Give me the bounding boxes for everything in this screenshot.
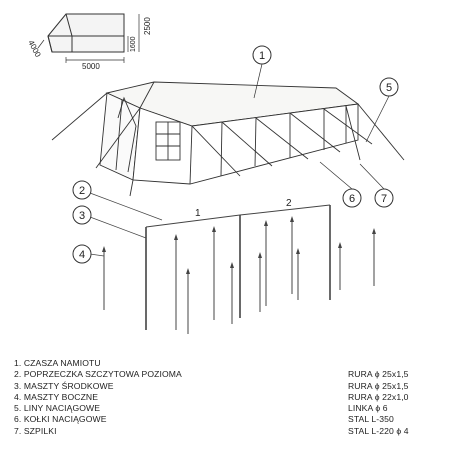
frame-label-1: 1 xyxy=(195,208,201,219)
dimension-width: 4000 xyxy=(26,38,43,59)
dimension-box-sketch xyxy=(38,14,139,63)
legend-spec: RURA ϕ 22x1,0 xyxy=(348,391,409,402)
legend-row xyxy=(14,369,440,380)
legend-row xyxy=(14,381,440,392)
legend-label: 6. KOŁKI NACIĄGOWE xyxy=(14,414,107,425)
legend-spec: STAL L-220 ϕ 4 xyxy=(348,425,409,436)
legend-spec: LINKA ϕ 6 xyxy=(348,403,388,414)
dimension-height-total: 2500 xyxy=(143,17,152,35)
legend-row xyxy=(14,403,440,414)
legend-spec: RURA ϕ 25x1,5 xyxy=(348,369,409,380)
legend-label: 5. LINY NACIĄGOWE xyxy=(14,403,101,414)
callout-7: 7 xyxy=(380,193,388,205)
dimension-length: 5000 xyxy=(82,62,100,71)
parts-legend xyxy=(14,358,440,437)
legend-label: 2. POPRZECZKA SZCZYTOWA POZIOMA xyxy=(14,369,182,380)
frame-mast-tops xyxy=(102,216,376,274)
legend-spec xyxy=(348,358,440,369)
legend-row xyxy=(14,426,440,437)
legend-label: 1. CZASZA NAMIOTU xyxy=(14,358,101,368)
legend-label: 7. SZPILKI xyxy=(14,425,57,436)
legend-spec: RURA ϕ 25x1,5 xyxy=(348,380,409,391)
callout-1: 1 xyxy=(258,50,266,62)
legend-label: 3. MASZTY ŚRODKOWE xyxy=(14,380,114,391)
dimension-height-side: 1600 xyxy=(130,36,137,52)
legend-row xyxy=(14,392,440,403)
legend-label: 4. MASZTY BOCZNE xyxy=(14,391,99,402)
legend-spec: STAL L-350 xyxy=(348,414,394,425)
legend-row xyxy=(14,358,440,369)
callout-2: 2 xyxy=(78,185,86,197)
callout-3: 3 xyxy=(78,210,86,222)
frame-label-2: 2 xyxy=(286,198,292,209)
callout-6: 6 xyxy=(348,193,356,205)
callout-5: 5 xyxy=(385,82,393,94)
tent-canopy-drawing xyxy=(52,82,404,196)
legend-row xyxy=(14,414,440,425)
callout-4: 4 xyxy=(78,249,86,261)
